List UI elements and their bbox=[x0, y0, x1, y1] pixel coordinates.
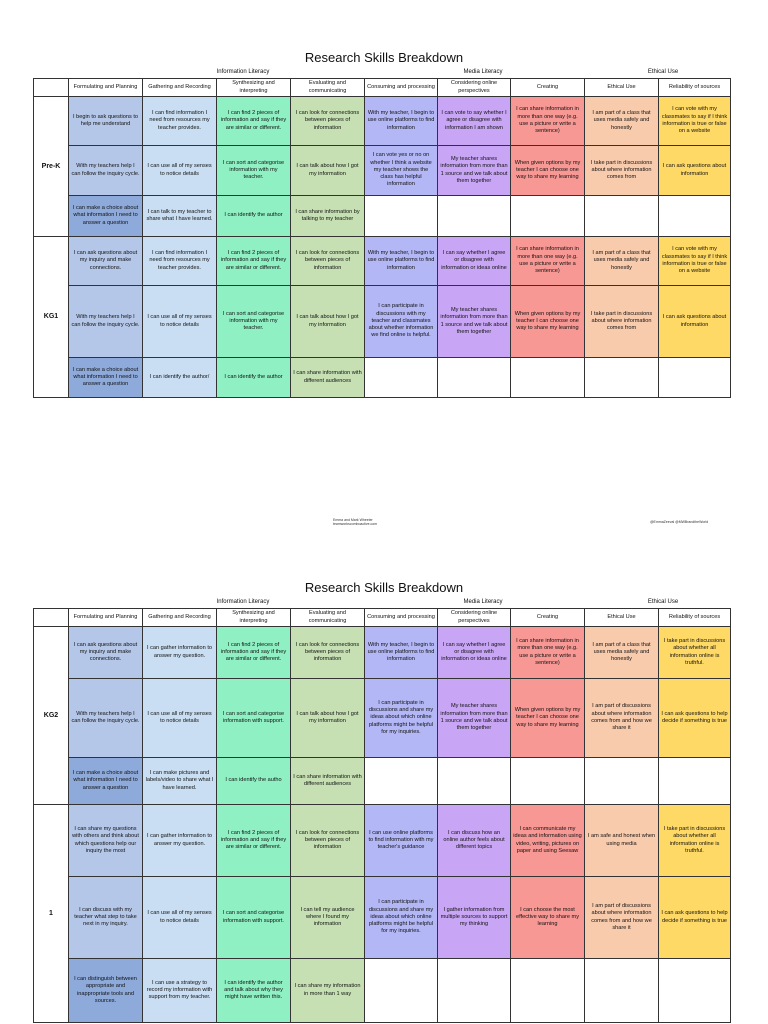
table-row bbox=[34, 758, 731, 805]
table-row bbox=[34, 358, 731, 398]
empty-cell bbox=[438, 959, 511, 1023]
cell: I take part in discussions about whether all information online is truthful. bbox=[659, 627, 731, 679]
cell: I can make a choice about what information I need to answer a question bbox=[69, 196, 143, 237]
col-header: Consuming and processing bbox=[365, 609, 438, 627]
cell: I can share information with different audiences bbox=[291, 358, 365, 398]
cell: I can look for connections between pieces of information bbox=[291, 97, 365, 146]
cell: I can identify the author and talk about why they might have written this. bbox=[217, 959, 291, 1023]
cell: I can choose the most effective way to share my learning bbox=[511, 877, 585, 959]
cell: I can find information I need from resources my teacher provides. bbox=[143, 237, 217, 286]
cell: I can find information I need from resources my teacher provides. bbox=[143, 97, 217, 146]
cell: I can use online platforms to find information with my teacher's guidance bbox=[365, 805, 438, 877]
col-header: Creating bbox=[511, 79, 585, 97]
skills-table bbox=[33, 78, 731, 398]
header-row bbox=[34, 609, 731, 627]
col-header: Evaluating and communicating bbox=[291, 609, 365, 627]
table-row bbox=[34, 146, 731, 196]
col-header: Evaluating and communicating bbox=[291, 79, 365, 97]
empty-cell bbox=[511, 959, 585, 1023]
empty-cell bbox=[511, 358, 585, 398]
cell: My teacher shares information from more than 1 source and we talk about them together bbox=[438, 286, 511, 358]
cell: I can make pictures and labels/video to share what I have learned. bbox=[143, 758, 217, 805]
cell: I can share information with different audiences bbox=[291, 758, 365, 805]
cell: I can ask questions about my inquiry and make connections. bbox=[69, 237, 143, 286]
cell: I can ask questions about my inquiry and make connections. bbox=[69, 627, 143, 679]
cell: My teacher shares information from more than 1 source and we talk about them together bbox=[438, 146, 511, 196]
cell: I can make a choice about what information I need to answer a question bbox=[69, 358, 143, 398]
empty-cell bbox=[585, 758, 659, 805]
cell: I can talk about how I got my information bbox=[291, 146, 365, 196]
cell: I can distinguish between appropriate and inappropriate tools and sources. bbox=[69, 959, 143, 1023]
table-row bbox=[34, 196, 731, 237]
col-header: Considering online perspectives bbox=[438, 79, 511, 97]
empty-cell bbox=[659, 358, 731, 398]
cell: I can share information by talking to my teacher bbox=[291, 196, 365, 237]
footer-left: Emma and Mark Wheeler teamworkscomboactive.com bbox=[333, 518, 378, 526]
cell: I can say whether I agree or disagree with information or ideas online bbox=[438, 237, 511, 286]
cell: I can share my questions with others and think about which questions help our inquiry the most bbox=[69, 805, 143, 877]
cell: I can gather information to answer my question. bbox=[143, 805, 217, 877]
header-row bbox=[34, 79, 731, 97]
col-header: Ethical Use bbox=[585, 609, 659, 627]
cell: I can ask questions to help decide if something is true bbox=[659, 877, 731, 959]
cell: I can say whether I agree or disagree with information or ideas online bbox=[438, 627, 511, 679]
empty-cell bbox=[585, 358, 659, 398]
cell: With my teacher, I begin to use online platforms to find information bbox=[365, 237, 438, 286]
cell: With my teachers help I can follow the inquiry cycle. bbox=[69, 146, 143, 196]
col-header: Creating bbox=[511, 609, 585, 627]
cell: I am part of discussions about where information comes from and how we share it bbox=[585, 679, 659, 758]
cell: I can discuss with my teacher what step to take next in my inquiry. bbox=[69, 877, 143, 959]
cell: I can share information in more than one way (e.g. use a picture or write a sentence) bbox=[511, 627, 585, 679]
group-information-literacy: Information Literacy bbox=[216, 69, 270, 75]
cell: I can look for connections between pieces of information bbox=[291, 627, 365, 679]
cell: When given options by my teacher I can choose one way to share my learning bbox=[511, 286, 585, 358]
table-row bbox=[34, 97, 731, 146]
cell: With my teacher, I begin to use online platforms to find information bbox=[365, 627, 438, 679]
table-row bbox=[34, 237, 731, 286]
cell: I am part of a class that uses media safely and honestly bbox=[585, 97, 659, 146]
cell: I can find 2 pieces of information and say if they are similar or different. bbox=[217, 627, 291, 679]
group-ethical-use: Ethical Use bbox=[647, 599, 679, 605]
empty-cell bbox=[438, 358, 511, 398]
cell: I can vote yes or no on whether I think a website my teacher shows the class has helpful information bbox=[365, 146, 438, 196]
cell: I can participate in discussions with my teacher and classmates about whether information we find online is helpful. bbox=[365, 286, 438, 358]
cell: I can communicate my ideas and information using video, writing, pictures on paper and using Seesaw bbox=[511, 805, 585, 877]
cell: I am part of a class that uses media safely and honestly bbox=[585, 237, 659, 286]
col-header: Gathering and Recording bbox=[143, 79, 217, 97]
cell: I gather information from multiple sources to support my thinking bbox=[438, 877, 511, 959]
col-header: Ethical Use bbox=[585, 79, 659, 97]
table-row bbox=[34, 959, 731, 1023]
cell: I can gather information to answer my question. bbox=[143, 627, 217, 679]
cell: I can talk about how I got my information bbox=[291, 679, 365, 758]
col-header: Considering online perspectives bbox=[438, 609, 511, 627]
cell: I can find 2 pieces of information and say if they are similar or different. bbox=[217, 237, 291, 286]
empty-cell bbox=[511, 758, 585, 805]
cell: I can vote to say whether I agree or disagree with information I am shown bbox=[438, 97, 511, 146]
grade-label: KG2 bbox=[34, 627, 69, 805]
cell: When given options by my teacher I can choose one way to share my learning bbox=[511, 146, 585, 196]
cell: I take part in discussions about where information comes from bbox=[585, 146, 659, 196]
cell: My teacher shares information from more than 1 source and we talk about them together bbox=[438, 679, 511, 758]
cell: I take part in discussions about whether all information online is truthful. bbox=[659, 805, 731, 877]
cell: I begin to ask questions to help me understand bbox=[69, 97, 143, 146]
empty-cell bbox=[659, 196, 731, 237]
cell: With my teacher, I begin to use online platforms to find information bbox=[365, 97, 438, 146]
cell: I can find 2 pieces of information and say if they are similar or different. bbox=[217, 97, 291, 146]
cell: I can talk about how I got my information bbox=[291, 286, 365, 358]
cell: I can sort and categorise information with my teacher. bbox=[217, 286, 291, 358]
cell: With my teachers help I can follow the inquiry cycle. bbox=[69, 679, 143, 758]
cell: I am part of discussions about where information comes from and how we share it bbox=[585, 877, 659, 959]
cell: I can use all of my senses to notice details bbox=[143, 877, 217, 959]
cell: I can ask questions to help decide if something is true bbox=[659, 679, 731, 758]
cell: I am safe and honest when using media bbox=[585, 805, 659, 877]
empty-cell bbox=[511, 196, 585, 237]
cell: I can look for connections between pieces of information bbox=[291, 805, 365, 877]
cell: I can share my information in more than 1 way bbox=[291, 959, 365, 1023]
col-header: Synthesizing and interpreting bbox=[217, 609, 291, 627]
cell: I can talk to my teacher to share what I have learned. bbox=[143, 196, 217, 237]
cell: I can find 2 pieces of information and say if they are similar or different. bbox=[217, 805, 291, 877]
empty-cell bbox=[659, 758, 731, 805]
col-header: Formulating and Planning bbox=[69, 609, 143, 627]
group-media-literacy: Media Literacy bbox=[463, 69, 503, 75]
cell: I can make a choice about what information I need to answer a question bbox=[69, 758, 143, 805]
cell: I can sort and categorise information with my teacher. bbox=[217, 146, 291, 196]
col-header: Formulating and Planning bbox=[69, 79, 143, 97]
grade-label: KG1 bbox=[34, 237, 69, 398]
cell: I can ask questions about information bbox=[659, 146, 731, 196]
cell: I can participate in discussions and share my ideas about which online platforms might be helpful for my inquiries. bbox=[365, 877, 438, 959]
cell: I am part of a class that uses media safely and honestly bbox=[585, 627, 659, 679]
cell: I can participate in discussions and share my ideas about which online platforms might be helpful for my inquiries. bbox=[365, 679, 438, 758]
cell: I can share information in more than one way (e.g. use a picture or write a sentence) bbox=[511, 237, 585, 286]
cell: I can use all of my senses to notice details bbox=[143, 146, 217, 196]
group-media-literacy: Media Literacy bbox=[463, 599, 503, 605]
cell: I can ask questions about information bbox=[659, 286, 731, 358]
footer-right: @EmmaZeeval @MWBrandtheWorld bbox=[650, 520, 709, 524]
cell: I can identify the author bbox=[217, 196, 291, 237]
table-row bbox=[34, 679, 731, 758]
empty-cell bbox=[585, 959, 659, 1023]
cell: I can look for connections between pieces of information bbox=[291, 237, 365, 286]
empty-cell bbox=[438, 196, 511, 237]
cell: I can vote with my classmates to say if I think information is true or false on a website bbox=[659, 97, 731, 146]
col-header: Consuming and processing bbox=[365, 79, 438, 97]
cell: I can use all of my senses to notice details bbox=[143, 286, 217, 358]
empty-cell bbox=[585, 196, 659, 237]
cell: With my teachers help I can follow the inquiry cycle. bbox=[69, 286, 143, 358]
empty-cell bbox=[365, 196, 438, 237]
cell: I can identify the author bbox=[217, 358, 291, 398]
group-ethical-use: Ethical Use bbox=[647, 69, 679, 75]
col-header: Gathering and Recording bbox=[143, 609, 217, 627]
empty-cell bbox=[365, 358, 438, 398]
page-title: Research Skills Breakdown bbox=[304, 50, 464, 65]
cell: I can share information in more than one way (e.g. use a picture or write a sentence) bbox=[511, 97, 585, 146]
table-row bbox=[34, 286, 731, 358]
empty-cell bbox=[365, 758, 438, 805]
cell: I can use all of my senses to notice details bbox=[143, 679, 217, 758]
col-header: Synthesizing and interpreting bbox=[217, 79, 291, 97]
header-corner bbox=[34, 79, 69, 97]
table-row bbox=[34, 805, 731, 877]
empty-cell bbox=[365, 959, 438, 1023]
cell: I can sort and categorise information with support. bbox=[217, 877, 291, 959]
cell: I can tell my audience where I found my information bbox=[291, 877, 365, 959]
group-information-literacy: Information Literacy bbox=[216, 599, 270, 605]
cell: I can vote with my classmates to say if I think information is true or false on a website bbox=[659, 237, 731, 286]
empty-cell bbox=[438, 758, 511, 805]
col-header: Reliability of sources bbox=[659, 79, 731, 97]
page-title: Research Skills Breakdown bbox=[304, 580, 464, 595]
grade-label: Pre-K bbox=[34, 97, 69, 237]
grade-label: 1 bbox=[34, 805, 69, 1023]
col-header: Reliability of sources bbox=[659, 609, 731, 627]
cell: I can sort and categorise information with support. bbox=[217, 679, 291, 758]
cell: I can identify the autho bbox=[217, 758, 291, 805]
cell: I take part in discussions about where information comes from bbox=[585, 286, 659, 358]
skills-table bbox=[33, 608, 731, 1023]
table-row bbox=[34, 627, 731, 679]
table-row bbox=[34, 877, 731, 959]
cell: I can identify the author/ bbox=[143, 358, 217, 398]
empty-cell bbox=[659, 959, 731, 1023]
cell: I can discuss how an online author feels about different topics bbox=[438, 805, 511, 877]
header-corner bbox=[34, 609, 69, 627]
cell: I can use a strategy to record my information with support from my teacher. bbox=[143, 959, 217, 1023]
cell: When given options by my teacher I can choose one way to share my learning bbox=[511, 679, 585, 758]
